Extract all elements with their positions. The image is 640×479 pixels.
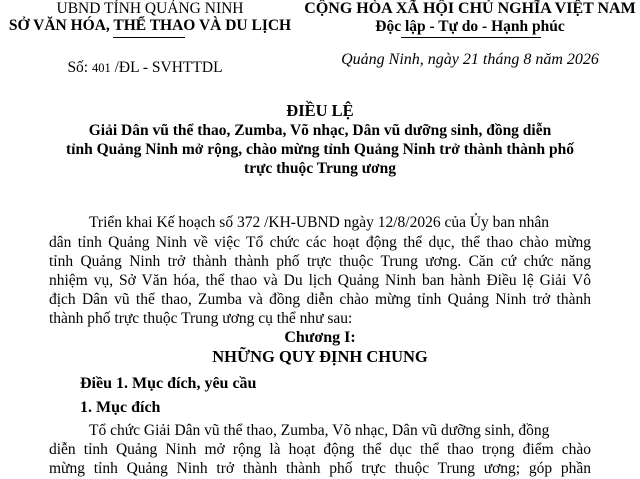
article-heading: Điều 1. Mục đích, yêu cầu [80, 375, 257, 392]
chapter-title: NHỮNG QUY ĐỊNH CHUNG [212, 347, 428, 366]
article-body-line: diễn tỉnh Quảng Ninh mở rộng là hoạt động thể dục thể thao trọng điểm chào [49, 441, 591, 458]
chapter-label: Chương I: [284, 329, 356, 346]
document-number-prefix: Số: [67, 59, 92, 76]
document-number [0, 59, 290, 77]
national-title: CỘNG HÒA XÃ HỘI CHỦ NGHĨA VIỆT NAM [304, 0, 636, 17]
intro-line: Triển khai Kế hoạch số 372 /KH-UBND ngày 12/8/2026 của Ủy ban nhân [89, 214, 550, 231]
issuing-authority: UBND TỈNH QUẢNG NINH [56, 0, 244, 17]
document-title-line: trực thuộc Trung ương [244, 160, 396, 177]
intro-line: nhiệm vụ, Sở Văn hóa, thể thao và Du lịch Quảng Ninh ban hành Điều lệ Giải Vô [49, 272, 591, 289]
document-title [40, 121, 600, 178]
document-title-line: tỉnh Quảng Ninh mở rộng, chào mừng tỉnh Quảng Ninh trở thành thành phố [66, 141, 574, 158]
section-heading: 1. Mục đích [80, 399, 161, 416]
issuing-department: SỞ VĂN HÓA, THỂ THAO VÀ DU LỊCH [8, 17, 292, 34]
document-number-suffix: /ĐL - SVHTTDL [110, 59, 223, 76]
place-and-date: Quảng Ninh, ngày 21 tháng 8 năm 2026 [341, 51, 599, 68]
intro-line: thành phố trực thuộc Trung ương cụ thể như sau: [49, 310, 353, 327]
intro-line: tỉnh Quảng Ninh trở thành thành phố trực thuộc Trung ương. Căn cứ chức năng [49, 253, 591, 270]
document-type [0, 102, 640, 120]
article-body-line: mừng tỉnh Quảng Ninh trở thành thành phố trực thuộc Trung ương; góp phần [49, 460, 591, 477]
article-body-line: Tổ chức Giải Dân vũ thể thao, Zumba, Võ nhạc, Dân vũ dưỡng sinh, đồng [89, 422, 550, 439]
intro-line: địch Dân vũ thể thao, Zumba và đồng diễn chào mừng tỉnh Quảng Ninh trở thành [49, 291, 591, 308]
document-type-text: ĐIỀU LỆ [286, 101, 354, 120]
header-right-underline [401, 37, 541, 38]
intro-line: dân tỉnh Quảng Ninh về việc Tổ chức các hoạt động thể dục, thể thao chào mừng [49, 234, 591, 251]
national-motto: Độc lập - Tự do - Hạnh phúc [375, 18, 565, 35]
header-left-underline [113, 37, 185, 38]
document-number-value: 401 [92, 61, 111, 75]
document-title-line: Giải Dân vũ thể thao, Zumba, Võ nhạc, Dân vũ dưỡng sinh, đồng diễn [88, 122, 552, 139]
